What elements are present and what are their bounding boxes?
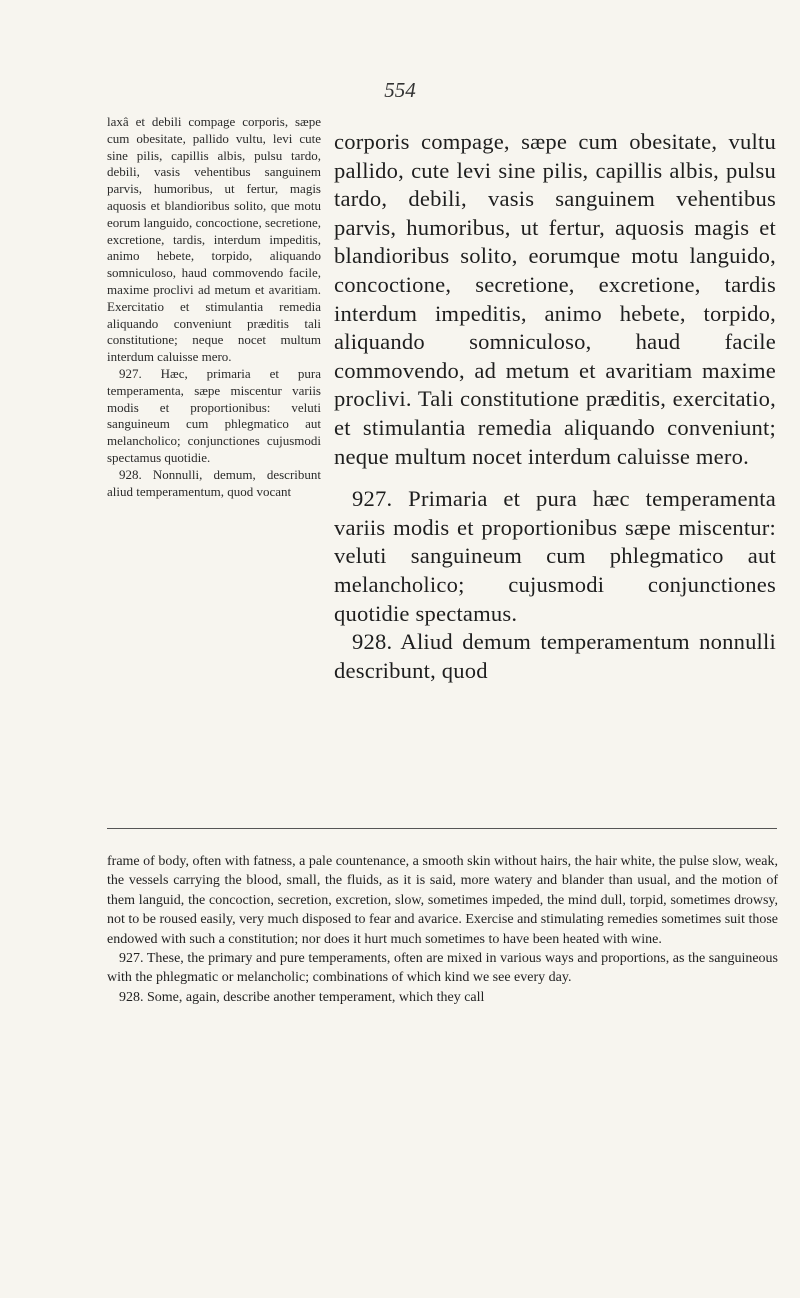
left-paragraph-1: laxâ et debili compage corporis, sæpe cum obesitate, pallido vultu, levi cute sine pilis, capillis albis, pulsu tardo, debili, vasis vehentibus sanguinem parvis, humoribus, ut fertur, magis aquosis et blandioribus solito, que motu eorum languido, concoctione, secretione, excretione, tardis, interdum impeditis, animo hebete, torpido, aliquando somniculoso, haud commovendo facile, maxime proclivi ad metum et avaritiam. Exercitatio et stimulantia remedia aliquando conveniunt præditis tali constitutione; neque nocet multum interdum caluisse mero. [107,114,321,365]
right-paragraph-928: 928. Aliud demum temperamentum nonnulli describunt, quod [334,629,776,683]
right-column [334,128,776,685]
left-paragraph-927: 927. Hæc, primaria et pura temperamenta, sæpe miscentur variis modis et proportionibus: veluti sanguineum cum phlegmatico aut melancholico; conjunctiones cujusmodi spectamus quotidie. [107,365,321,465]
footnote-divider [107,828,777,829]
right-paragraph-927: 927. Primaria et pura hæc temperamenta variis modis et proportionibus sæpe miscentur: veluti sanguineum cum phlegmatico aut melancholico; cujusmodi conjunctiones quotidie spectamus. [334,486,776,626]
translation-paragraph-928: 928. Some, again, describe another temperament, which they call [119,989,485,1005]
right-paragraph-1: corporis compage, sæpe cum obesitate, vultu pallido, cute levi sine pilis, capillis albis, pulsu tardo, debili, vasis sanguinem vehentibus parvis, humoribus, ut fertur, aquosis magis et blandioribus solito, eorumque motu languido, concoctione, secretione, excretione, tardis interdum impeditis, animo hebete, torpido, aliquando somniculoso, haud facile commovendo, ad metum et avaritiam maxime proclivi. Tali constitutione præditis, exercitatio, et stimulantia remedia aliquando conveniunt; neque multum nocet interdum caluisse mero. [334,129,776,469]
page-number: 554 [384,78,416,102]
english-translation [107,852,778,1007]
translation-paragraph-927: 927. These, the primary and pure temperaments, often are mixed in various ways and proportions, as the sanguineous with the phlegmatic or melancholic; combinations of which kind we see every day. [107,951,778,986]
left-column [107,114,321,500]
left-paragraph-928: 928. Nonnulli, demum, describunt aliud temperamentum, quod vocant [107,466,321,499]
translation-paragraph-1: frame of body, often with fatness, a pale countenance, a smooth skin without hairs, the hair white, the pulse slow, weak, the vessels carrying the blood, small, the fluids, as it is said, more watery and blander than usual, and the motion of them languid, the concoction, secretion, excretion, slow, sometimes impeded, the mind dull, torpid, sometimes drowsy, not to be roused easily, very much disposed to fear and avarice. Exercise and stimulating remedies sometimes suit those endowed with such a constitution; nor does it hurt much sometimes to have been heated with wine. [107,854,778,947]
